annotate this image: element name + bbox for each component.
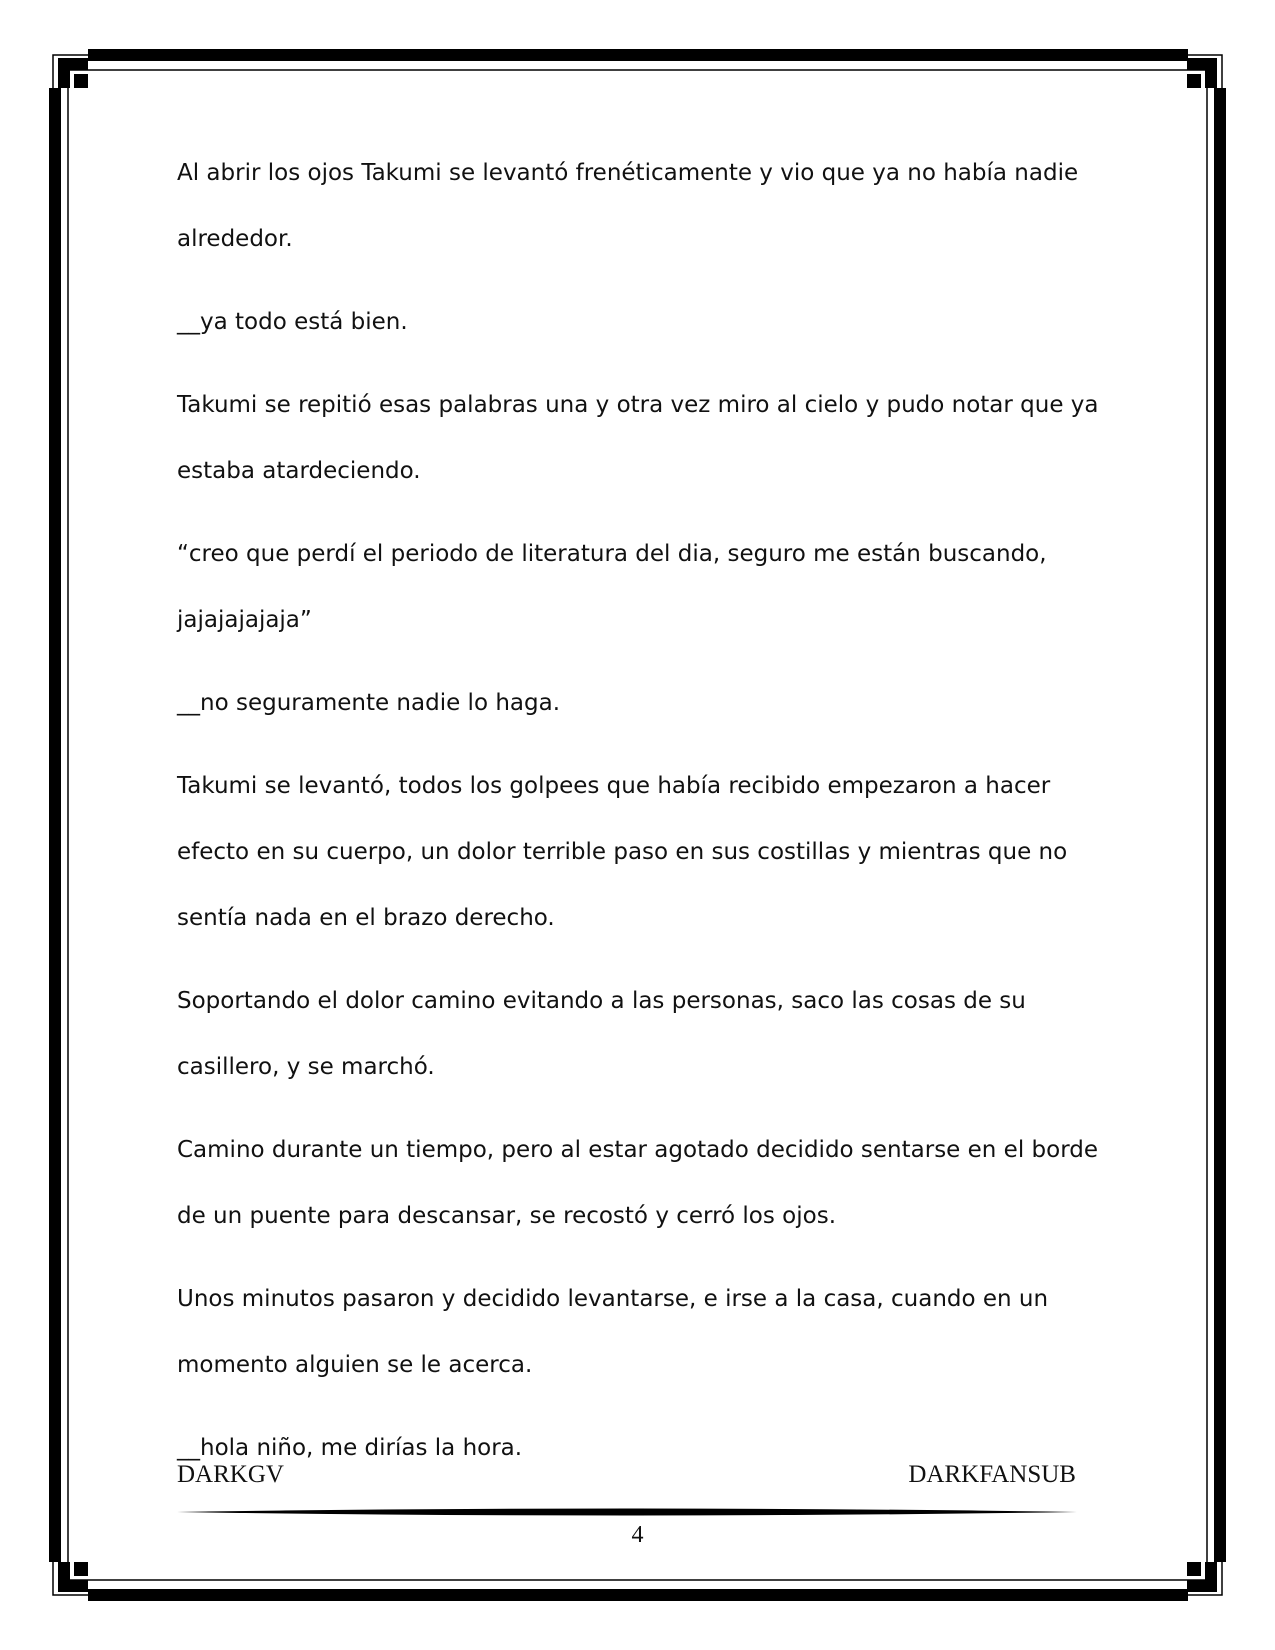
- footer-group: DARKFANSUB: [908, 1461, 1076, 1488]
- paragraph: __no seguramente nadie lo haga.: [177, 690, 561, 716]
- paragraph: __hola niño, me dirías la hora.: [177, 1435, 523, 1461]
- paragraph: Al abrir los ojos Takumi se levantó frenéticamente y vio que ya no había nadie alrededor.: [177, 160, 1079, 252]
- paragraph: Camino durante un tiempo, pero al estar agotado decidido sentarse en el borde de un puente para descansar, se recostó y cerró los ojos.: [177, 1137, 1099, 1229]
- paragraph: __ya todo está bien.: [177, 309, 408, 335]
- paragraph: Soportando el dolor camino evitando a las personas, saco las cosas de su casillero, y se marchó.: [177, 988, 1026, 1080]
- paragraph: “creo que perdí el periodo de literatura del dia, seguro me están buscando, jajajajajaja”: [177, 541, 1047, 633]
- paragraph: Takumi se levantó, todos los golpees que había recibido empezaron a hacer efecto en su cuerpo, un dolor terrible paso en sus costillas y mientras que no sentía nada en el brazo derecho.: [177, 773, 1068, 931]
- footer-divider: [177, 1506, 1077, 1518]
- page-number: 4: [631, 1522, 644, 1548]
- footer-author: DARKGV: [177, 1461, 284, 1488]
- paragraph: Takumi se repitió esas palabras una y otra vez miro al cielo y pudo notar que ya estaba atardeciendo.: [177, 392, 1099, 484]
- story-text: [177, 140, 1107, 1498]
- paragraph: Unos minutos pasaron y decidido levantarse, e irse a la casa, cuando en un momento alguien se le acerca.: [177, 1286, 1049, 1378]
